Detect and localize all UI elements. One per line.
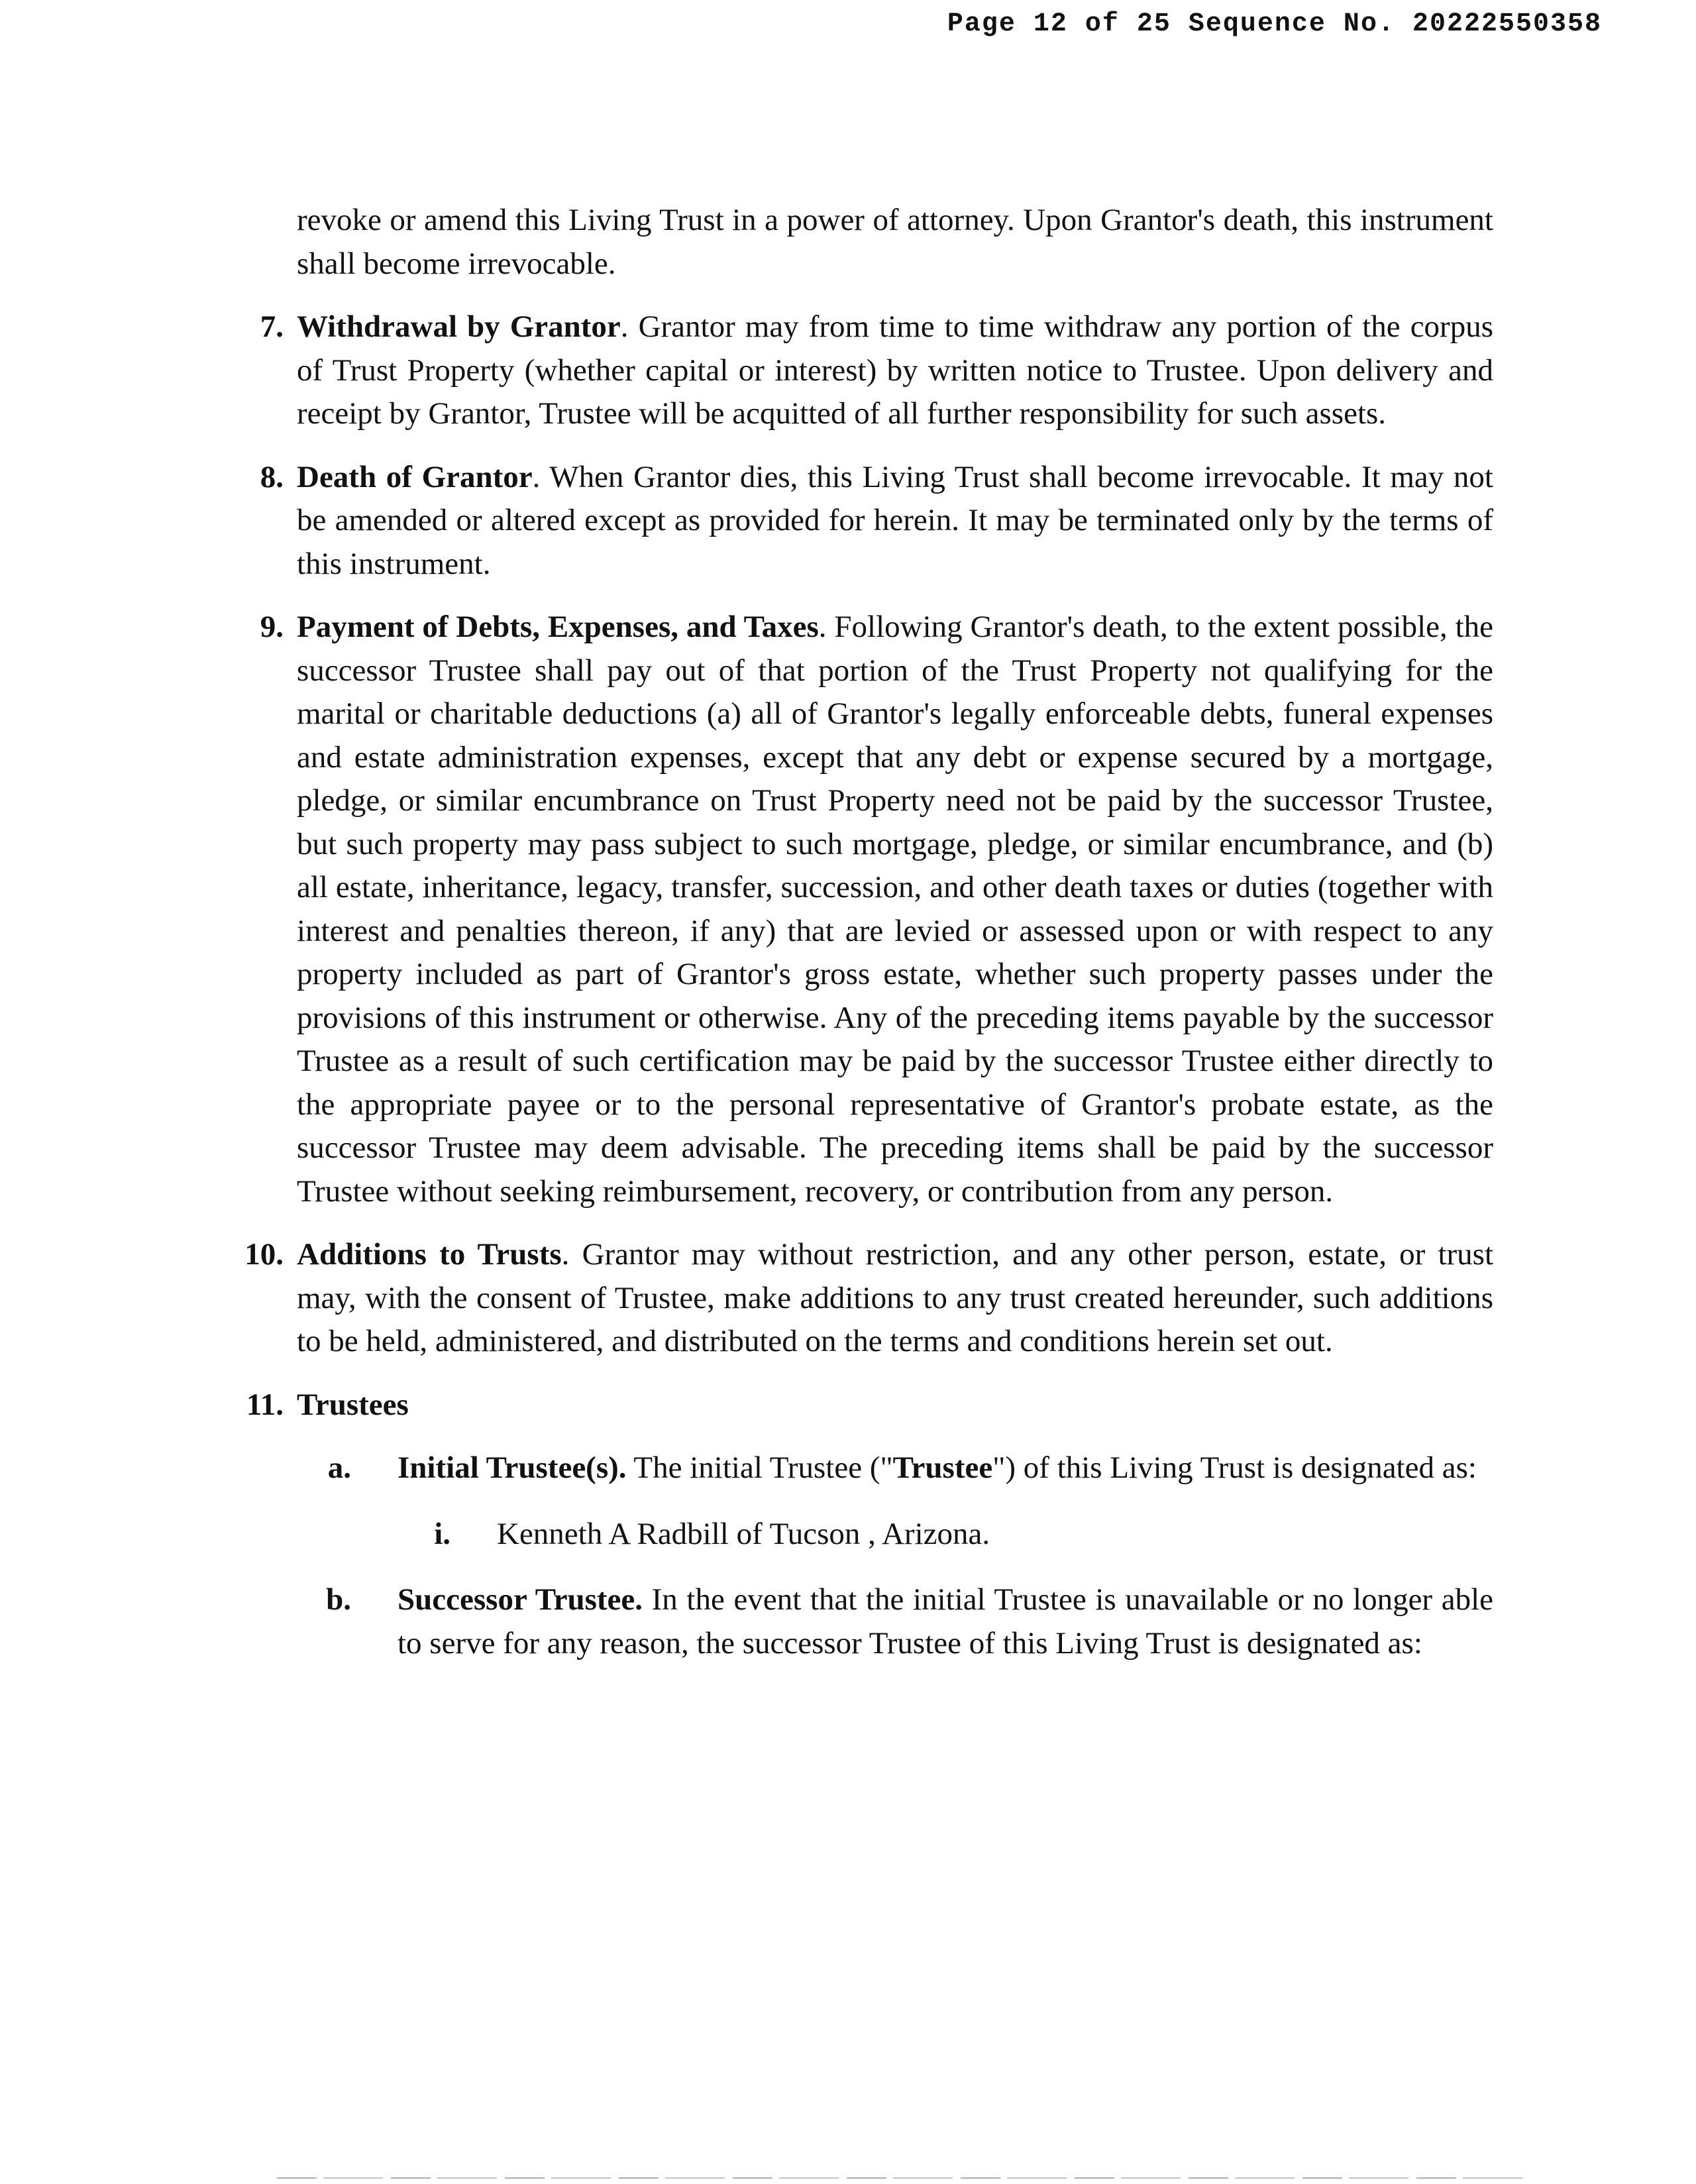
section-10 [244,1233,1494,1364]
trustee-name-text: Kenneth A Radbill of Tucson , Arizona. [497,1516,990,1551]
subsection-number: a. [327,1450,351,1485]
subsection-heading: Initial Trustee(s). [398,1450,627,1485]
section-8 [260,456,1493,586]
section-number: 7. [260,309,284,344]
section-heading: Trustees [297,1387,409,1422]
defined-term: Trustee [892,1450,993,1485]
section-7 [260,305,1493,436]
section-number: 10. [244,1237,284,1272]
page-header: Page 12 of 25 Sequence No. 20222550358 [947,9,1602,39]
section-number: 11. [246,1387,284,1422]
subsection-a-i [434,1513,1493,1556]
section-heading: Payment of Debts, Expenses, and Taxes [297,610,819,644]
section-heading: Additions to Trusts [297,1237,562,1272]
section-number: 8. [260,459,284,494]
section-number: 9. [260,610,284,644]
scan-edge-line [277,2177,1529,2179]
section-heading: Withdrawal by Grantor [297,309,621,344]
section-9 [260,606,1494,1213]
section-text: . Grantor may from time to time withdraw any portion of the corpus of Trust Property (whether capital or interest) by written notice to Trustee. Upon delivery and receipt by Grantor, Trustee will be acquitted of all further responsibility for such assets. [297,309,1493,431]
subsection-heading: Successor Trustee. [398,1582,643,1617]
section-text: . Grantor may without restriction, and any other person, estate, or trust may, with the consent of Trustee, make additions to any trust created hereunder, such additions to be held, administered, and distributed on the terms and conditions herein set out. [297,1237,1494,1358]
section-11 [246,1384,1493,1427]
section-text: . Following Grantor's death, to the extent possible, the successor Trustee shall pay out of that portion of the Trust Property not qualifying for the marital or charitable deductions (a) all of Grantor's legally enforceable debts, funeral expenses and estate administration expenses, except that any debt or expense secured by a mortgage, pledge, or similar encumbrance on Trust Property need not be paid by the successor Trustee, but such property may pass subject to such mortgage, pledge, or similar encumbrance, and (b) all estate, inheritance, legacy, transfer, succession, and other death taxes or duties (together with interest and penalties thereon, if any) that are levied or assessed upon or with respect to any property included as part of Grantor's gross estate, whether such property passes under the provisions of this instrument or otherwise. Any of the preceding items payable by the successor Trustee as a result of such certification may be paid by the successor Trustee either directly to the appropriate payee or to the personal representative of Grantor's probate estate, as the successor Trustee may deem advisable. The preceding items shall be paid by the successor Trustee without seeking reimbursement, recovery, or contribution from any person. [297,610,1494,1209]
section-heading: Death of Grantor [297,459,533,494]
continuation-text: revoke or amend this Living Trust in a power of attorney. Upon Grantor's death, this instrument shall become irrevocable. [297,203,1493,281]
subsection-number: b. [326,1582,351,1617]
item-number: i. [434,1516,450,1551]
continuation-paragraph [297,199,1493,286]
subsection-b [326,1578,1493,1665]
document-page [0,199,1696,1665]
subsection-text: In the event that the initial Trustee is unavailable or no longer able to serve for any reason, the successor Trustee of this Living Trust is designated as: [398,1582,1493,1661]
subsection-a: a. Initial Trustee(s). The initial Trustee ("Trustee") of this Living Trust is designated as: [398,1447,1493,1490]
section-text: . When Grantor dies, this Living Trust shall become irrevocable. It may not be amended or altered except as provided for herein. It may be terminated only by the terms of this instrument. [297,459,1493,581]
